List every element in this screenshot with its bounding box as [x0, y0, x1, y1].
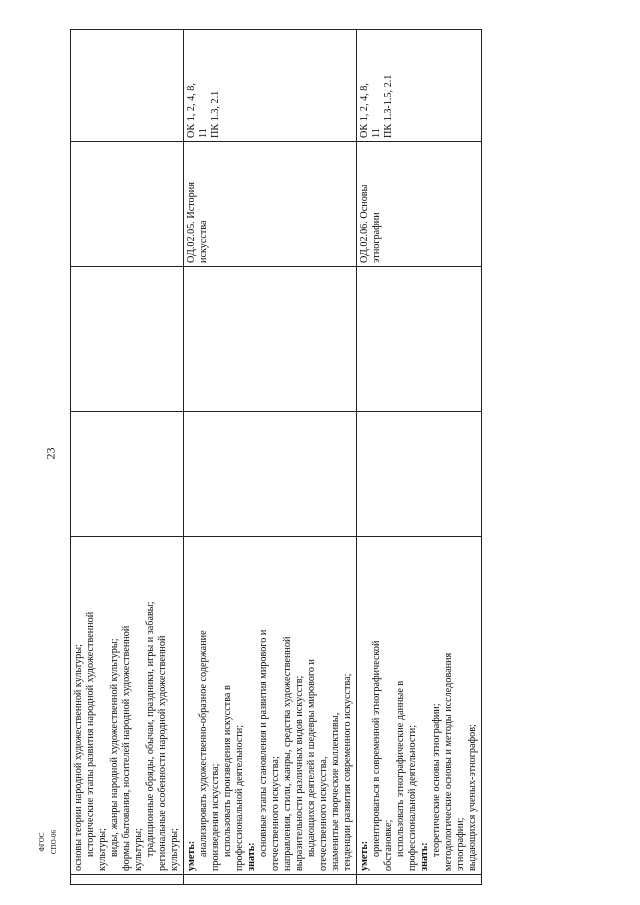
content-line: направления, стили, жанры, средства художественной	[282, 636, 293, 871]
content-cell	[357, 537, 482, 875]
content-cell	[184, 537, 357, 875]
blank-cell	[71, 267, 184, 412]
discipline-name: ОД.02.06. Основы этнографии	[359, 184, 382, 263]
discipline-cell	[357, 142, 482, 267]
table-body	[71, 30, 482, 885]
content-line: культуры;	[169, 828, 180, 871]
blank-cell	[71, 875, 184, 885]
content-line: анализировать художественно-образное содержание	[198, 630, 209, 857]
content-line: обстановке;	[383, 819, 394, 871]
content-line: тенденции развития современного искусства;	[342, 673, 353, 871]
content-line: использовать этнографические данные в	[395, 680, 406, 857]
content-line: основы теории народной художественной культуры;	[73, 644, 84, 871]
content-line: теоретические основы этнографии;	[431, 703, 442, 857]
page-number: 23	[43, 447, 58, 460]
discipline-name: ОД.02.05. История искусства	[186, 182, 209, 263]
content-line: культуры;	[97, 828, 108, 871]
table-row	[357, 30, 482, 885]
competency-code: 11	[371, 128, 382, 138]
section-heading: знать:	[246, 842, 257, 871]
content-line: профессиональной деятельности;	[407, 724, 418, 871]
content-line: виды, жанры народной художественной культуры;	[109, 638, 120, 857]
content-line: основные этапы становления и развития мирового и	[258, 629, 269, 857]
content-line: отечественного искусства,	[318, 756, 329, 871]
competencies-cell	[357, 30, 482, 142]
content-line: методологические основы и методы исследования	[443, 652, 454, 871]
blank-cell	[184, 412, 357, 537]
content-line: региональные особенности народной художественной	[157, 635, 168, 871]
section-heading: уметь:	[359, 840, 370, 871]
content-line: ориентироваться в современной этнографической	[371, 640, 382, 857]
table-rotator	[70, 30, 478, 885]
content-line: исторические этапы развития народной художественной	[85, 611, 96, 857]
discipline-cell	[71, 142, 184, 267]
content-line: культуры;	[133, 828, 144, 871]
blank-cell	[184, 875, 357, 885]
section-heading: уметь:	[186, 840, 197, 871]
table-row	[184, 30, 357, 885]
discipline-cell	[184, 142, 357, 267]
footer-code: ФГОС СПО-06	[38, 829, 58, 855]
content-cell	[71, 537, 184, 875]
content-line: выдающихся ученых-этнографов;	[467, 724, 478, 871]
blank-cell	[357, 267, 482, 412]
blank-cell	[71, 412, 184, 537]
content-line: профессиональной деятельности;	[234, 724, 245, 871]
competency-code: 11	[198, 128, 209, 138]
competencies-cell	[71, 30, 184, 142]
rotated-table-container	[70, 30, 478, 885]
content-line: использовать произведения искусства в	[222, 685, 233, 857]
blank-cell	[357, 875, 482, 885]
competency-code: ОК 1, 2, 4, 8,	[186, 83, 197, 138]
competency-code: ОК 1, 2, 4, 8,	[359, 83, 370, 138]
blank-cell	[357, 412, 482, 537]
competency-code: ПК 1.3, 2.1	[210, 90, 221, 138]
content-line: формы бытования, носителей народной художественной	[121, 625, 132, 871]
competency-table	[70, 29, 482, 885]
content-line: выразительности различных видов искусств;	[294, 675, 305, 871]
content-line: отечественного искусства;	[270, 756, 281, 871]
competencies-cell	[184, 30, 357, 142]
content-line: выдающихся деятелей и шедевры мирового и	[306, 659, 317, 857]
content-line: произведения искусства;	[210, 763, 221, 871]
content-line: традиционные обряды, обычаи, праздники, игры и забавы;	[145, 601, 156, 857]
content-line: этнографии;	[455, 817, 466, 871]
content-line: знаменитые творческие коллективы,	[330, 712, 341, 871]
table-row	[71, 30, 184, 885]
blank-cell	[184, 267, 357, 412]
competency-code: ПК 1.3-1.5, 2.1	[383, 74, 394, 138]
section-heading: знать:	[419, 842, 430, 871]
